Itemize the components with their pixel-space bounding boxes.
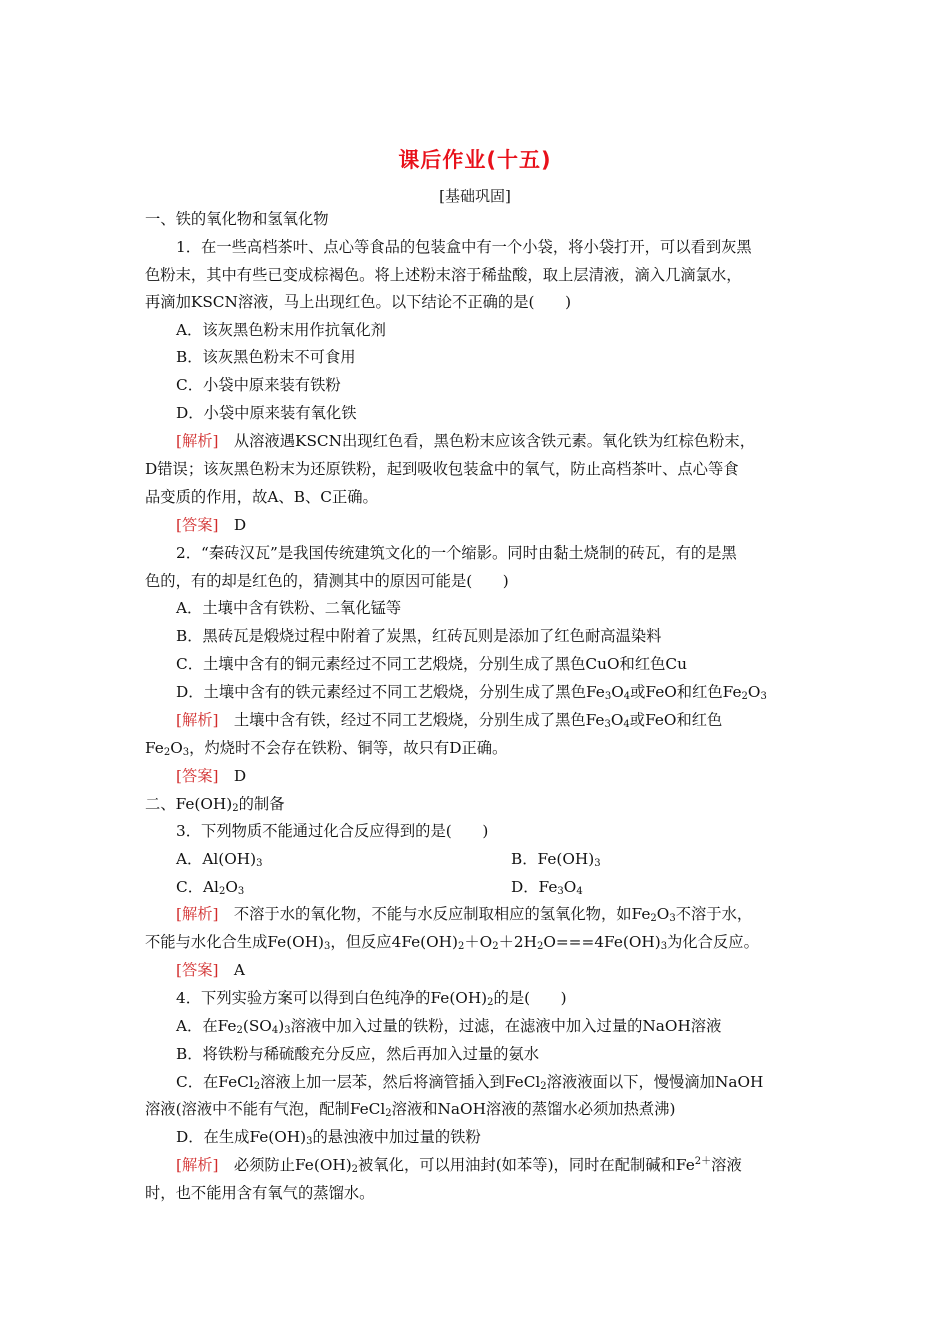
- q3-option-b: B．$Fe(OH)_3$: [511, 850, 601, 869]
- q1-analysis-line-2: D错误；该灰黑色粉末为还原铁粉，起到吸收包装盒中的氧气，防止高档茶叶、点心等食: [145, 460, 739, 478]
- q2-stem-line-2: 色的，有的却是红色的，猜测其中的原因可能是( ): [145, 572, 509, 590]
- q4-option-b: B．将铁粉与稀硫酸充分反应，然后再加入过量的氨水: [176, 1045, 540, 1063]
- q4-analysis-line-1: [解析] 必须防止$Fe(OH)_2$被氧化，可以用油封(如苯等)，同时在配制碱和$Fe^{2+}$溶液: [176, 1156, 742, 1175]
- q1-stem-line-1: 1．在一些高档茶叶、点心等食品的包装盒中有一个小袋，将小袋打开，可以看到灰黑: [176, 238, 752, 256]
- q2-analysis-line-1: [解析] 土壤中含有铁，经过不同工艺煅烧，分别生成了黑色$Fe_3O_4$或FeO和红色: [176, 711, 723, 730]
- q1-answer: [答案] D: [176, 516, 247, 534]
- q3-option-c: C．$Al_2O_3$: [176, 878, 245, 897]
- q3-option-d: D．$Fe_3O_4$: [511, 878, 583, 897]
- section-heading-1: 一、铁的氧化物和氢氧化物: [145, 210, 329, 228]
- q2-stem-line-1: 2．“秦砖汉瓦”是我国传统建筑文化的一个缩影。同时由黏土烧制的砖瓦，有的是黑: [176, 544, 737, 562]
- q1-option-a: A．该灰黑色粉末用作抗氧化剂: [176, 321, 386, 339]
- q3-stem: 3．下列物质不能通过化合反应得到的是( ): [176, 822, 489, 840]
- q3-option-a: A．$Al(OH)_3$: [176, 850, 263, 869]
- q2-option-c: C．土壤中含有的铜元素经过不同工艺煅烧，分别生成了黑色CuO和红色Cu: [176, 655, 687, 673]
- q1-option-c: C．小袋中原来装有铁粉: [176, 376, 341, 394]
- section-heading-2: 二、$Fe(OH)_2$的制备: [145, 795, 285, 814]
- q4-option-a: A．在$Fe_2(SO_4)_3$溶液中加入过量的铁粉，过滤，在滤液中加入过量的NaOH溶液: [176, 1017, 722, 1036]
- q1-stem-line-3: 再滴加KSCN溶液，马上出现红色。以下结论不正确的是( ): [145, 293, 572, 311]
- q3-answer: [答案] A: [176, 961, 245, 979]
- analysis-tag: [解析]: [176, 711, 219, 729]
- answer-tag: [答案]: [176, 767, 219, 785]
- analysis-tag: [解析]: [176, 432, 219, 450]
- q2-option-a: A．土壤中含有铁粉、二氧化锰等: [176, 599, 402, 617]
- q1-analysis-line-1: [解析] 从溶液遇KSCN出现红色看，黑色粉末应该含铁元素。氧化铁为红棕色粉末，: [176, 432, 756, 450]
- q4-option-c-line-2: 溶液(溶液中不能有气泡，配制FeCl$_2$溶液和NaOH溶液的蒸馏水必须加热煮沸): [145, 1100, 676, 1119]
- analysis-tag: [解析]: [176, 905, 219, 923]
- q3-analysis-line-2: 不能与水化合生成$Fe(OH)_3$，但反应$4Fe(OH)_2+O_2+2H_2O===4Fe(OH)_3$为化合反应。: [145, 933, 759, 952]
- q2-option-b: B．黑砖瓦是煅烧过程中附着了炭黑，红砖瓦则是添加了红色耐高温染料: [176, 627, 662, 645]
- q1-analysis-line-3: 品变质的作用，故A、B、C正确。: [145, 488, 378, 506]
- page-title: 课后作业(十五): [398, 148, 552, 172]
- q2-analysis-line-2: $Fe_2O_3$，灼烧时不会存在铁粉、铜等，故只有D正确。: [145, 739, 508, 758]
- q1-option-b: B．该灰黑色粉末不可食用: [176, 348, 356, 366]
- q3-analysis-line-1: [解析] 不溶于水的氧化物，不能与水反应制取相应的氢氧化物，如$Fe_2O_3$不溶于水，: [176, 905, 753, 924]
- answer-tag: [答案]: [176, 516, 219, 534]
- analysis-tag: [解析]: [176, 1156, 219, 1174]
- q2-answer: [答案] D: [176, 767, 247, 785]
- q1-option-d: D．小袋中原来装有氧化铁: [176, 404, 357, 422]
- q4-stem: 4．下列实验方案可以得到白色纯净的$Fe(OH)_2$的是( ): [176, 989, 567, 1008]
- q2-option-d: D．土壤中含有的铁元素经过不同工艺煅烧，分别生成了黑色$Fe_3O_4$或FeO和红色$Fe_2O_3$: [176, 683, 767, 702]
- section-subtitle: [基础巩固]: [439, 187, 511, 205]
- q4-option-d: D．在生成$Fe(OH)_3$的悬浊液中加过量的铁粉: [176, 1128, 481, 1147]
- q4-analysis-line-2: 时，也不能用含有氧气的蒸馏水。: [145, 1184, 375, 1202]
- q4-option-c-line-1: C．在FeCl$_2$溶液上加一层苯，然后将滴管插入到FeCl$_2$溶液液面以下，慢慢滴加NaOH: [176, 1073, 764, 1092]
- q1-stem-line-2: 色粉末，其中有些已变成棕褐色。将上述粉末溶于稀盐酸，取上层清液，滴入几滴氯水，: [145, 266, 742, 284]
- answer-tag: [答案]: [176, 961, 219, 979]
